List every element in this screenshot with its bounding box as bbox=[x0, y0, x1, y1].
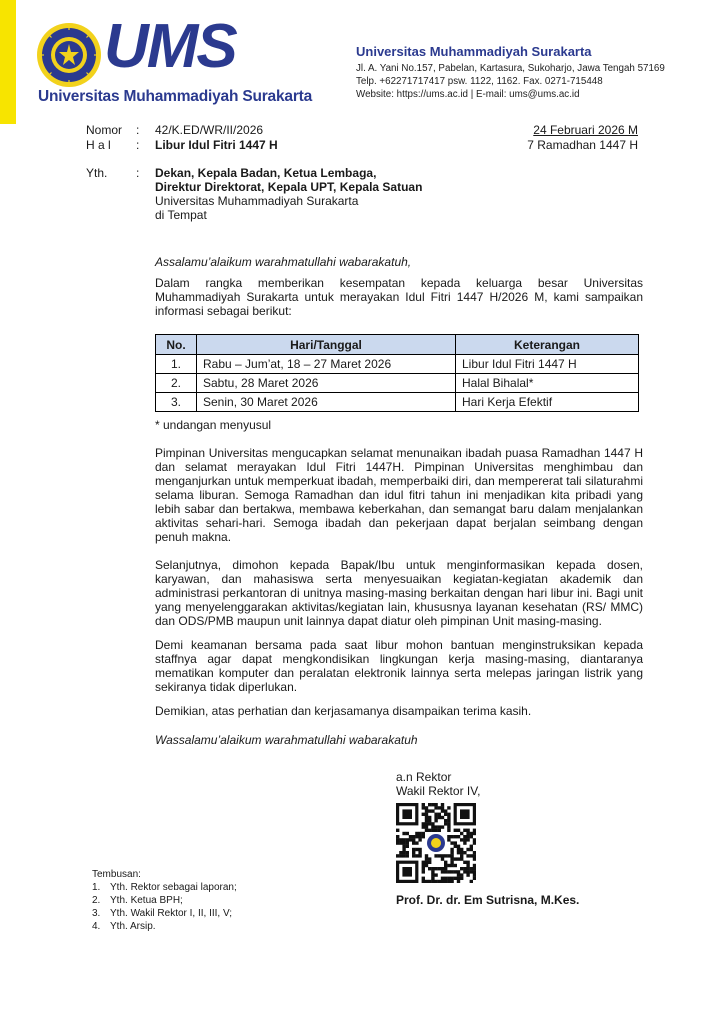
hal-value: Libur Idul Fitri 1447 H bbox=[155, 138, 278, 152]
logo-wordmark: UMS bbox=[104, 12, 236, 81]
table-row bbox=[156, 355, 639, 374]
recipient-line-4: di Tempat bbox=[155, 208, 207, 222]
recipient-label: Yth. bbox=[86, 166, 108, 180]
tembusan-list bbox=[92, 868, 237, 933]
row-date: Sabtu, 28 Maret 2026 bbox=[197, 374, 456, 393]
table-row bbox=[156, 374, 639, 393]
university-name: Universitas Muhammadiyah Surakarta bbox=[356, 44, 592, 59]
tembusan-label: Tembusan: bbox=[92, 869, 141, 880]
signature-name: Prof. Dr. dr. Em Sutrisna, M.Kes. bbox=[396, 893, 580, 907]
table-header-row bbox=[156, 335, 639, 355]
salutation: Assalamu’alaikum warahmatullahi wabarakatuh, bbox=[155, 255, 412, 269]
university-address: Jl. A. Yani No.157, Pabelan, Kartasura, Sukoharjo, Jawa Tengah 57169 bbox=[356, 63, 665, 74]
holiday-table bbox=[155, 334, 639, 412]
hal-sep: : bbox=[136, 138, 140, 152]
logo-caption: Universitas Muhammadiyah Surakarta bbox=[38, 88, 313, 105]
recipient-line-2: Direktur Direktorat, Kepala UPT, Kepala Satuan bbox=[155, 180, 423, 194]
table-footnote: * undangan menyusul bbox=[155, 418, 272, 432]
row-note: Hari Kerja Efektif bbox=[456, 393, 639, 412]
list-item: 1. Yth. Rektor sebagai laporan; bbox=[92, 882, 237, 893]
row-date: Senin, 30 Maret 2026 bbox=[197, 393, 456, 412]
nomor-label: Nomor bbox=[86, 123, 123, 137]
list-item: 4. Yth. Arsip. bbox=[92, 921, 156, 932]
row-note: Libur Idul Fitri 1447 H bbox=[456, 355, 639, 374]
nomor-sep: : bbox=[136, 123, 140, 137]
signature-qr-code bbox=[396, 803, 450, 883]
closing: Wassalamu’alaikum warahmatullahi wabarakatuh bbox=[155, 733, 418, 747]
signature-title: Wakil Rektor IV, bbox=[396, 784, 481, 798]
letterhead-accent-bar bbox=[0, 0, 16, 124]
signature-on-behalf: a.n Rektor bbox=[396, 770, 452, 784]
letterhead-info bbox=[356, 44, 665, 101]
list-item: 3. Yth. Wakil Rektor I, II, III, V; bbox=[92, 908, 233, 919]
row-no: 3. bbox=[156, 393, 197, 412]
date-hijri: 7 Ramadhan 1447 H bbox=[527, 138, 638, 152]
paragraph-2: Selanjutnya, dimohon kepada Bapak/Ibu untuk menginformasikan kepada dosen, karyawan, dan mahasiswa serta menyesuaikan kegiatan-kegiatan akademik dan administrasi perkantoran di unitnya masing-masing berkaitan dengan hari libur ini. Bagi unit yang menyelenggarakan aktivitas/kegiatan lain, khususnya layanan kesehatan (RS/ MMC) dan ODS/PMB maupun unit lainnya dapat diatur oleh pimpinan Unit masing-masing. bbox=[155, 558, 643, 628]
paragraph-1: Pimpinan Universitas mengucapkan selamat menunaikan ibadah puasa Ramadhan 1447 H dan selamat merayakan Idul Fitri 1447H. Pimpinan Universitas menghimbau dan menganjurkan untuk memperkuat ibadah, memperbaiki diri, dan mempererat tali silaturahmi selama liburan. Semoga Ramadhan dan idul fitri tahun ini menjadikan kita pribadi yang lebih sabar dan bertakwa, membawa keberkahan, dan semangat baru dalam menjalankan aktivitas sehari-hari. Semoga ibadah dan pekerjaan dapat berjalan seimbang dengan penuh makna. bbox=[155, 446, 643, 544]
ums-logo bbox=[36, 12, 313, 110]
row-date: Rabu – Jum’at, 18 – 27 Maret 2026 bbox=[197, 355, 456, 374]
col-date: Hari/Tanggal bbox=[197, 335, 456, 355]
qr-code-icon bbox=[396, 803, 476, 883]
table-row bbox=[156, 393, 639, 412]
university-phone: Telp. +62271717417 psw. 1122, 1162. Fax. 0271-715448 bbox=[356, 76, 603, 87]
recipient-sep: : bbox=[136, 166, 140, 180]
university-seal-icon bbox=[36, 22, 102, 88]
col-note: Keterangan bbox=[456, 335, 639, 355]
nomor-value: 42/K.ED/WR/II/2026 bbox=[155, 123, 264, 137]
col-no: No. bbox=[156, 335, 197, 355]
paragraph-3: Demi keamanan bersama pada saat libur mohon bantuan menginstruksikan kepada staffnya agar dapat mengkondisikan lingkungan kerja masing-masing, diantaranya mematikan komputer dan peralatan elektronik lainnya serta melepas jaringan listrik yang sekiranya tidak diperlukan. bbox=[155, 638, 643, 694]
row-no: 1. bbox=[156, 355, 197, 374]
row-note: Halal Bihalal* bbox=[456, 374, 639, 393]
recipient-line-3: Universitas Muhammadiyah Surakarta bbox=[155, 194, 359, 208]
row-no: 2. bbox=[156, 374, 197, 393]
paragraph-4: Demikian, atas perhatian dan kerjasamanya disampaikan terima kasih. bbox=[155, 704, 532, 718]
university-contact: Website: https://ums.ac.id | E-mail: ums@ums.ac.id bbox=[356, 89, 580, 100]
date-masehi: 24 Februari 2026 M bbox=[533, 123, 638, 137]
list-item: 2. Yth. Ketua BPH; bbox=[92, 895, 183, 906]
recipient-line-1: Dekan, Kepala Badan, Ketua Lembaga, bbox=[155, 166, 377, 180]
hal-label: H a l bbox=[86, 138, 111, 152]
intro-paragraph: Dalam rangka memberikan kesempatan kepada keluarga besar Universitas Muhammadiyah Surakarta untuk merayakan Idul Fitri 1447 H/2026 M, kami sampaikan informasi sebagai berikut: bbox=[155, 276, 643, 318]
